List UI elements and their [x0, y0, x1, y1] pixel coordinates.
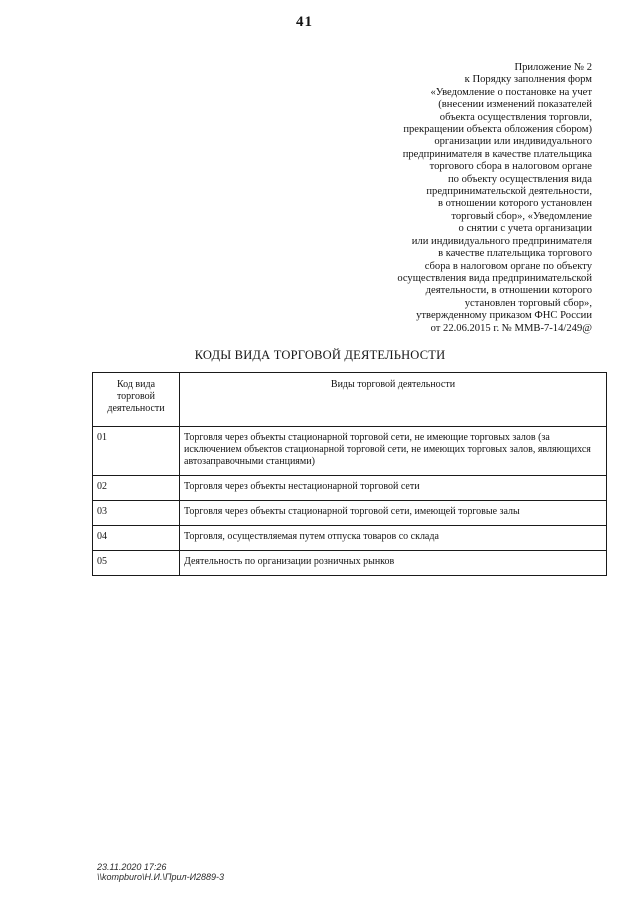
activity-code-cell: 04 — [93, 526, 180, 551]
activity-code-cell: 03 — [93, 501, 180, 526]
activity-type-cell: Торговля через объекты стационарной торговой сети, имеющей торговые залы — [180, 501, 607, 526]
appendix-line: к Порядку заполнения форм — [464, 74, 592, 86]
footer-file-path: \\kompburo\Н.И.\Прил-И2889-3 — [97, 872, 225, 882]
appendix-line: торговый сбор», «Уведомление — [451, 210, 592, 222]
appendix-line: организации или индивидуального — [434, 136, 592, 148]
activity-code-cell: 01 — [93, 427, 180, 476]
appendix-line: в отношении которого установлен — [437, 198, 592, 210]
appendix-line: установлен торговый сбор», — [464, 297, 592, 309]
activity-type-cell: Торговля, осуществляемая путем отпуска товаров со склада — [180, 526, 607, 551]
table-header-row — [93, 373, 607, 427]
activity-code-cell: 02 — [93, 476, 180, 501]
appendix-line: (внесении изменений показателей — [438, 99, 592, 111]
appendix-line: торгового сбора в налоговом органе — [429, 161, 592, 173]
page-number: 41 — [296, 14, 313, 30]
activity-type-cell: Торговля через объекты нестационарной торговой сети — [180, 476, 607, 501]
column-header-code: Код вида торговой деятельности — [93, 373, 180, 427]
table-row — [93, 501, 607, 526]
activity-type-cell: Деятельность по организации розничных рынков — [180, 551, 607, 576]
table-row — [93, 526, 607, 551]
table-row — [93, 427, 607, 476]
footer — [97, 862, 224, 882]
appendix-line: прекращении объекта обложения сбором) — [403, 124, 592, 136]
column-header-type: Виды торговой деятельности — [180, 373, 607, 427]
appendix-line: осуществления вида предпринимательской — [397, 272, 592, 284]
appendix-line: «Уведомление о постановке на учет — [430, 86, 592, 98]
activity-type-cell: Торговля через объекты стационарной торговой сети, не имеющие торговых залов (за исключением объектов стационарной торговой сети, не имеющих торговых залов, являющихся автозаправочными станциями) — [180, 427, 607, 476]
appendix-line: о снятии с учета организации — [458, 223, 592, 235]
appendix-line: предпринимательской деятельности, — [426, 186, 592, 198]
appendix-line: деятельности, в отношении которого — [425, 285, 592, 297]
appendix-line: или индивидуального предпринимателя — [411, 235, 592, 247]
activity-code-cell: 05 — [93, 551, 180, 576]
appendix-line: Приложение № 2 — [514, 62, 592, 73]
appendix-line: в качестве плательщика торгового — [438, 248, 592, 260]
footer-timestamp: 23.11.2020 17:26 — [97, 862, 167, 872]
document-title: КОДЫ ВИДА ТОРГОВОЙ ДЕЯТЕЛЬНОСТИ — [194, 348, 446, 362]
appendix-line: предпринимателя в качестве плательщика — [402, 148, 592, 160]
trade-activity-codes-table — [92, 372, 607, 576]
appendix-line: сбора в налоговом органе по объекту — [424, 260, 592, 272]
appendix-line: объекта осуществления торговли, — [439, 111, 592, 123]
table-row — [93, 551, 607, 576]
appendix-line: от 22.06.2015 г. № ММВ-7-14/249@ — [430, 322, 592, 334]
appendix-line: по объекту осуществления вида — [447, 173, 592, 185]
table-row — [93, 476, 607, 501]
appendix-header — [332, 62, 592, 335]
appendix-line: утвержденному приказом ФНС России — [416, 310, 592, 322]
